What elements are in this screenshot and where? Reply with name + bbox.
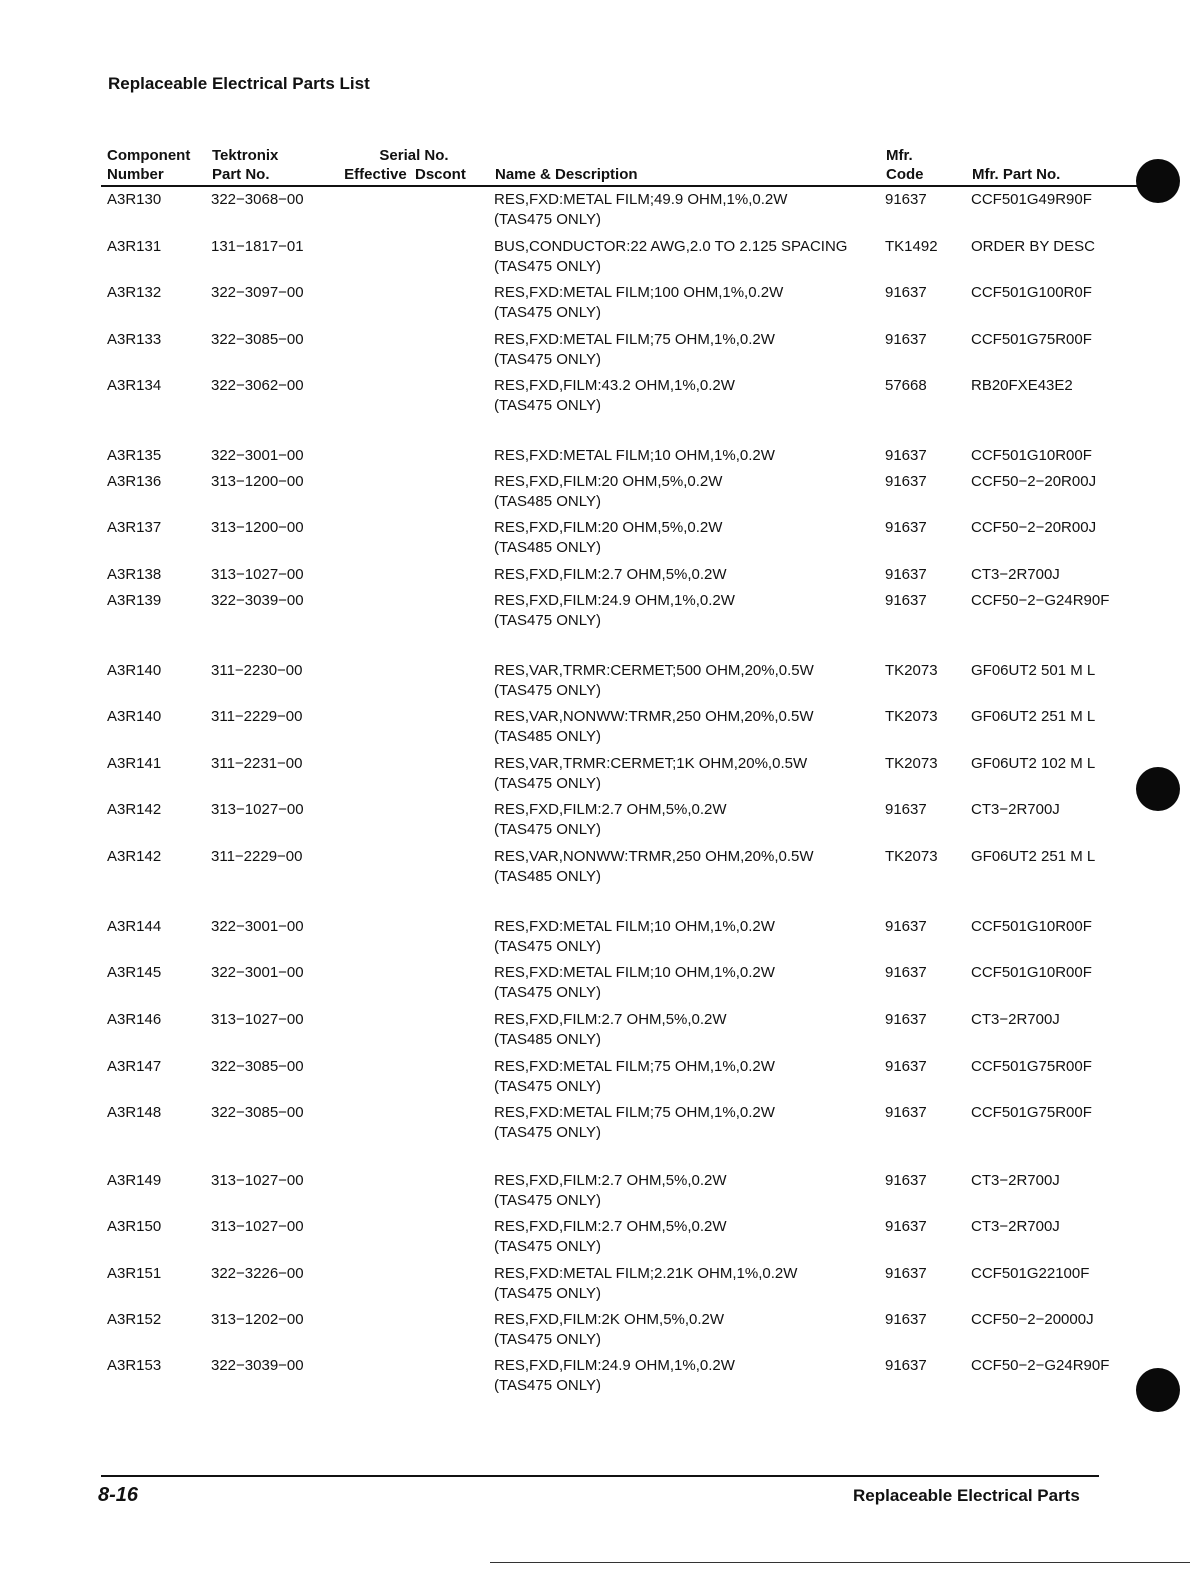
name-description bbox=[494, 1103, 775, 1143]
component-number: A3R146 bbox=[107, 1011, 162, 1028]
header-serial-line2: Effective Dscont bbox=[344, 166, 466, 183]
component-number: A3R142 bbox=[107, 848, 162, 865]
name-description bbox=[494, 190, 787, 230]
description-note: (TAS475 ONLY) bbox=[494, 938, 601, 955]
component-number: A3R138 bbox=[107, 566, 162, 583]
mfr-code: TK2073 bbox=[885, 708, 938, 725]
name-description bbox=[494, 237, 847, 277]
mfr-code: TK2073 bbox=[885, 848, 938, 865]
description-line: RES,FXD:METAL FILM;75 OHM,1%,0.2W bbox=[494, 331, 775, 348]
component-number: A3R131 bbox=[107, 238, 162, 255]
name-description bbox=[494, 707, 814, 747]
description-note: (TAS475 ONLY) bbox=[494, 397, 601, 414]
mfr-part-no: GF06UT2 501 M L bbox=[971, 662, 1096, 679]
name-description bbox=[494, 847, 814, 887]
description-note: (TAS475 ONLY) bbox=[494, 1331, 601, 1348]
tektronix-part-no: 311−2231−00 bbox=[211, 755, 303, 772]
mfr-code: 91637 bbox=[885, 566, 927, 583]
tektronix-part-no: 322−3085−00 bbox=[211, 331, 304, 348]
description-note: (TAS475 ONLY) bbox=[494, 211, 601, 228]
name-description bbox=[494, 472, 722, 512]
name-description bbox=[494, 446, 775, 466]
tektronix-part-no: 313−1200−00 bbox=[211, 519, 304, 536]
tektronix-part-no: 322−3001−00 bbox=[211, 918, 304, 935]
component-number: A3R151 bbox=[107, 1265, 162, 1282]
mfr-code: 91637 bbox=[885, 1058, 927, 1075]
component-number: A3R136 bbox=[107, 473, 162, 490]
mfr-code: 91637 bbox=[885, 473, 927, 490]
mfr-part-no: CT3−2R700J bbox=[971, 1218, 1060, 1235]
description-note: (TAS475 ONLY) bbox=[494, 1377, 601, 1394]
tektronix-part-no: 313−1202−00 bbox=[211, 1311, 304, 1328]
footer-title: Replaceable Electrical Parts bbox=[853, 1486, 1080, 1505]
tektronix-part-no: 322−3039−00 bbox=[211, 592, 304, 609]
mfr-code: 91637 bbox=[885, 1218, 927, 1235]
mfr-part-no: ORDER BY DESC bbox=[971, 238, 1095, 255]
description-note: (TAS485 ONLY) bbox=[494, 1031, 601, 1048]
tektronix-part-no: 311−2229−00 bbox=[211, 848, 303, 865]
binder-hole-middle bbox=[1136, 767, 1180, 811]
mfr-part-no: CCF50−2−20R00J bbox=[971, 473, 1097, 490]
header-divider bbox=[101, 185, 1151, 187]
mfr-part-no: CT3−2R700J bbox=[971, 566, 1060, 583]
mfr-part-no: CCF50−2−G24R90F bbox=[971, 1357, 1110, 1374]
description-note: (TAS475 ONLY) bbox=[494, 1124, 601, 1141]
header-name-description: Name & Description bbox=[495, 166, 638, 183]
component-number: A3R133 bbox=[107, 331, 162, 348]
mfr-code: TK2073 bbox=[885, 755, 938, 772]
component-number: A3R142 bbox=[107, 801, 162, 818]
name-description bbox=[494, 565, 727, 585]
description-note: (TAS485 ONLY) bbox=[494, 493, 601, 510]
mfr-part-no: CT3−2R700J bbox=[971, 1011, 1060, 1028]
description-note: (TAS475 ONLY) bbox=[494, 612, 601, 629]
mfr-code: 91637 bbox=[885, 284, 927, 301]
tektronix-part-no: 322−3062−00 bbox=[211, 377, 304, 394]
mfr-part-no: GF06UT2 251 M L bbox=[971, 708, 1096, 725]
component-number: A3R141 bbox=[107, 755, 162, 772]
header-mfr-line2: Code bbox=[886, 166, 924, 183]
component-number: A3R152 bbox=[107, 1311, 162, 1328]
tektronix-part-no: 311−2230−00 bbox=[211, 662, 303, 679]
description-note: (TAS475 ONLY) bbox=[494, 1192, 601, 1209]
component-number: A3R137 bbox=[107, 519, 162, 536]
component-number: A3R130 bbox=[107, 191, 162, 208]
mfr-code: 91637 bbox=[885, 1265, 927, 1282]
tektronix-part-no: 131−1817−01 bbox=[211, 238, 304, 255]
description-note: (TAS485 ONLY) bbox=[494, 728, 601, 745]
tektronix-part-no: 313−1027−00 bbox=[211, 1218, 304, 1235]
name-description bbox=[494, 376, 735, 416]
name-description bbox=[494, 591, 735, 631]
component-number: A3R153 bbox=[107, 1357, 162, 1374]
description-note: (TAS475 ONLY) bbox=[494, 682, 601, 699]
description-line: RES,FXD:METAL FILM;10 OHM,1%,0.2W bbox=[494, 918, 775, 935]
mfr-part-no: CCF501G10R00F bbox=[971, 447, 1092, 464]
description-note: (TAS475 ONLY) bbox=[494, 984, 601, 1001]
description-note: (TAS475 ONLY) bbox=[494, 304, 601, 321]
header-mfr-part-no: Mfr. Part No. bbox=[972, 166, 1061, 183]
footer-page-number: 8-16 bbox=[98, 1484, 139, 1506]
header-mfr-line1: Mfr. bbox=[886, 147, 913, 164]
description-line: RES,FXD:METAL FILM;10 OHM,1%,0.2W bbox=[494, 447, 775, 464]
description-note: (TAS475 ONLY) bbox=[494, 351, 601, 368]
mfr-code: 91637 bbox=[885, 964, 927, 981]
tektronix-part-no: 311−2229−00 bbox=[211, 708, 303, 725]
mfr-part-no: CCF50−2−G24R90F bbox=[971, 592, 1110, 609]
mfr-part-no: CCF50−2−20R00J bbox=[971, 519, 1097, 536]
binder-hole-top bbox=[1136, 159, 1180, 203]
mfr-code: 91637 bbox=[885, 918, 927, 935]
mfr-code: TK2073 bbox=[885, 662, 938, 679]
tektronix-part-no: 313−1027−00 bbox=[211, 566, 304, 583]
name-description bbox=[494, 1010, 727, 1050]
header-tektronix bbox=[212, 146, 278, 184]
mfr-code: 57668 bbox=[885, 377, 927, 394]
component-number: A3R148 bbox=[107, 1104, 162, 1121]
description-line: RES,FXD:METAL FILM;75 OHM,1%,0.2W bbox=[494, 1058, 775, 1075]
header-component bbox=[107, 146, 190, 184]
description-line: RES,FXD,FILM:24.9 OHM,1%,0.2W bbox=[494, 592, 735, 609]
component-number: A3R140 bbox=[107, 662, 162, 679]
footer-divider bbox=[101, 1475, 1099, 1477]
description-line: RES,FXD:METAL FILM;49.9 OHM,1%,0.2W bbox=[494, 191, 788, 208]
component-number: A3R150 bbox=[107, 1218, 162, 1235]
tektronix-part-no: 322−3226−00 bbox=[211, 1265, 304, 1282]
description-note: (TAS475 ONLY) bbox=[494, 1285, 601, 1302]
mfr-part-no: CT3−2R700J bbox=[971, 801, 1060, 818]
tektronix-part-no: 322−3001−00 bbox=[211, 447, 304, 464]
tektronix-part-no: 313−1027−00 bbox=[211, 801, 304, 818]
header-serial bbox=[338, 146, 472, 184]
mfr-code: 91637 bbox=[885, 592, 927, 609]
mfr-part-no: GF06UT2 251 M L bbox=[971, 848, 1096, 865]
description-line: RES,VAR,TRMR:CERMET;1K OHM,20%,0.5W bbox=[494, 755, 808, 772]
mfr-part-no: CCF501G10R00F bbox=[971, 964, 1092, 981]
description-line: RES,FXD,FILM:20 OHM,5%,0.2W bbox=[494, 519, 723, 536]
description-line: RES,FXD,FILM:2.7 OHM,5%,0.2W bbox=[494, 1172, 727, 1189]
mfr-part-no: CCF501G75R00F bbox=[971, 1104, 1092, 1121]
mfr-code: 91637 bbox=[885, 1011, 927, 1028]
tektronix-part-no: 322−3097−00 bbox=[211, 284, 304, 301]
mfr-part-no: CCF50−2−20000J bbox=[971, 1311, 1094, 1328]
mfr-code: 91637 bbox=[885, 331, 927, 348]
description-note: (TAS475 ONLY) bbox=[494, 775, 601, 792]
component-number: A3R147 bbox=[107, 1058, 162, 1075]
name-description bbox=[494, 1057, 775, 1097]
mfr-code: TK1492 bbox=[885, 238, 938, 255]
name-description bbox=[494, 917, 775, 957]
mfr-part-no: CCF501G49R90F bbox=[971, 191, 1092, 208]
description-line: RES,VAR,TRMR:CERMET;500 OHM,20%,0.5W bbox=[494, 662, 814, 679]
description-note: (TAS475 ONLY) bbox=[494, 821, 601, 838]
description-line: RES,VAR,NONWW:TRMR,250 OHM,20%,0.5W bbox=[494, 848, 814, 865]
component-number: A3R140 bbox=[107, 708, 162, 725]
description-line: RES,FXD,FILM:2.7 OHM,5%,0.2W bbox=[494, 801, 727, 818]
mfr-code: 91637 bbox=[885, 191, 927, 208]
name-description bbox=[494, 963, 775, 1003]
bottom-edge-line bbox=[490, 1562, 1190, 1563]
mfr-part-no: CCF501G75R00F bbox=[971, 331, 1092, 348]
mfr-part-no: CT3−2R700J bbox=[971, 1172, 1060, 1189]
tektronix-part-no: 313−1027−00 bbox=[211, 1011, 304, 1028]
tektronix-part-no: 322−3039−00 bbox=[211, 1357, 304, 1374]
name-description bbox=[494, 661, 814, 701]
description-line: RES,FXD:METAL FILM;75 OHM,1%,0.2W bbox=[494, 1104, 775, 1121]
component-number: A3R144 bbox=[107, 918, 162, 935]
description-line: RES,FXD,FILM:2K OHM,5%,0.2W bbox=[494, 1311, 725, 1328]
mfr-code: 91637 bbox=[885, 519, 927, 536]
header-tektronix-line1: Tektronix bbox=[212, 147, 279, 164]
binder-hole-bottom bbox=[1136, 1368, 1180, 1412]
description-note: (TAS475 ONLY) bbox=[494, 1078, 601, 1095]
component-number: A3R139 bbox=[107, 592, 162, 609]
description-line: RES,FXD,FILM:20 OHM,5%,0.2W bbox=[494, 473, 723, 490]
mfr-code: 91637 bbox=[885, 1172, 927, 1189]
description-line: BUS,CONDUCTOR:22 AWG,2.0 TO 2.125 SPACING bbox=[494, 238, 848, 255]
description-line: RES,FXD,FILM:2.7 OHM,5%,0.2W bbox=[494, 1218, 727, 1235]
mfr-code: 91637 bbox=[885, 1357, 927, 1374]
description-line: RES,FXD,FILM:2.7 OHM,5%,0.2W bbox=[494, 566, 727, 583]
mfr-part-no: CCF501G75R00F bbox=[971, 1058, 1092, 1075]
tektronix-part-no: 313−1027−00 bbox=[211, 1172, 304, 1189]
mfr-part-no: GF06UT2 102 M L bbox=[971, 755, 1096, 772]
name-description bbox=[494, 518, 722, 558]
mfr-part-no: RB20FXE43E2 bbox=[971, 377, 1073, 394]
tektronix-part-no: 322−3085−00 bbox=[211, 1104, 304, 1121]
description-note: (TAS485 ONLY) bbox=[494, 539, 601, 556]
name-description bbox=[494, 330, 775, 370]
component-number: A3R134 bbox=[107, 377, 162, 394]
mfr-code: 91637 bbox=[885, 801, 927, 818]
description-line: RES,FXD,FILM:43.2 OHM,1%,0.2W bbox=[494, 377, 735, 394]
description-line: RES,FXD,FILM:2.7 OHM,5%,0.2W bbox=[494, 1011, 727, 1028]
description-note: (TAS485 ONLY) bbox=[494, 868, 601, 885]
name-description bbox=[494, 800, 727, 840]
mfr-part-no: CCF501G10R00F bbox=[971, 918, 1092, 935]
header-mfr-code bbox=[886, 146, 924, 184]
tektronix-part-no: 313−1200−00 bbox=[211, 473, 304, 490]
mfr-code: 91637 bbox=[885, 447, 927, 464]
tektronix-part-no: 322−3001−00 bbox=[211, 964, 304, 981]
mfr-part-no: CCF501G100R0F bbox=[971, 284, 1092, 301]
component-number: A3R132 bbox=[107, 284, 162, 301]
header-tektronix-line2: Part No. bbox=[212, 166, 270, 183]
page-title: Replaceable Electrical Parts List bbox=[108, 74, 370, 93]
name-description bbox=[494, 1310, 724, 1350]
name-description bbox=[494, 283, 783, 323]
component-number: A3R145 bbox=[107, 964, 162, 981]
name-description bbox=[494, 1264, 797, 1304]
description-line: RES,FXD,FILM:24.9 OHM,1%,0.2W bbox=[494, 1357, 735, 1374]
mfr-part-no: CCF501G22100F bbox=[971, 1265, 1090, 1282]
component-number: A3R135 bbox=[107, 447, 162, 464]
name-description bbox=[494, 1171, 727, 1211]
name-description bbox=[494, 1356, 735, 1396]
description-line: RES,FXD:METAL FILM;100 OHM,1%,0.2W bbox=[494, 284, 784, 301]
description-line: RES,FXD:METAL FILM;10 OHM,1%,0.2W bbox=[494, 964, 775, 981]
name-description bbox=[494, 1217, 727, 1257]
tektronix-part-no: 322−3068−00 bbox=[211, 191, 304, 208]
header-component-line2: Number bbox=[107, 166, 164, 183]
mfr-code: 91637 bbox=[885, 1104, 927, 1121]
header-component-line1: Component bbox=[107, 147, 191, 164]
header-serial-line1: Serial No. bbox=[379, 147, 449, 164]
component-number: A3R149 bbox=[107, 1172, 162, 1189]
mfr-code: 91637 bbox=[885, 1311, 927, 1328]
description-note: (TAS475 ONLY) bbox=[494, 258, 601, 275]
description-line: RES,FXD:METAL FILM;2.21K OHM,1%,0.2W bbox=[494, 1265, 798, 1282]
tektronix-part-no: 322−3085−00 bbox=[211, 1058, 304, 1075]
description-line: RES,VAR,NONWW:TRMR,250 OHM,20%,0.5W bbox=[494, 708, 814, 725]
description-note: (TAS475 ONLY) bbox=[494, 1238, 601, 1255]
name-description bbox=[494, 754, 807, 794]
